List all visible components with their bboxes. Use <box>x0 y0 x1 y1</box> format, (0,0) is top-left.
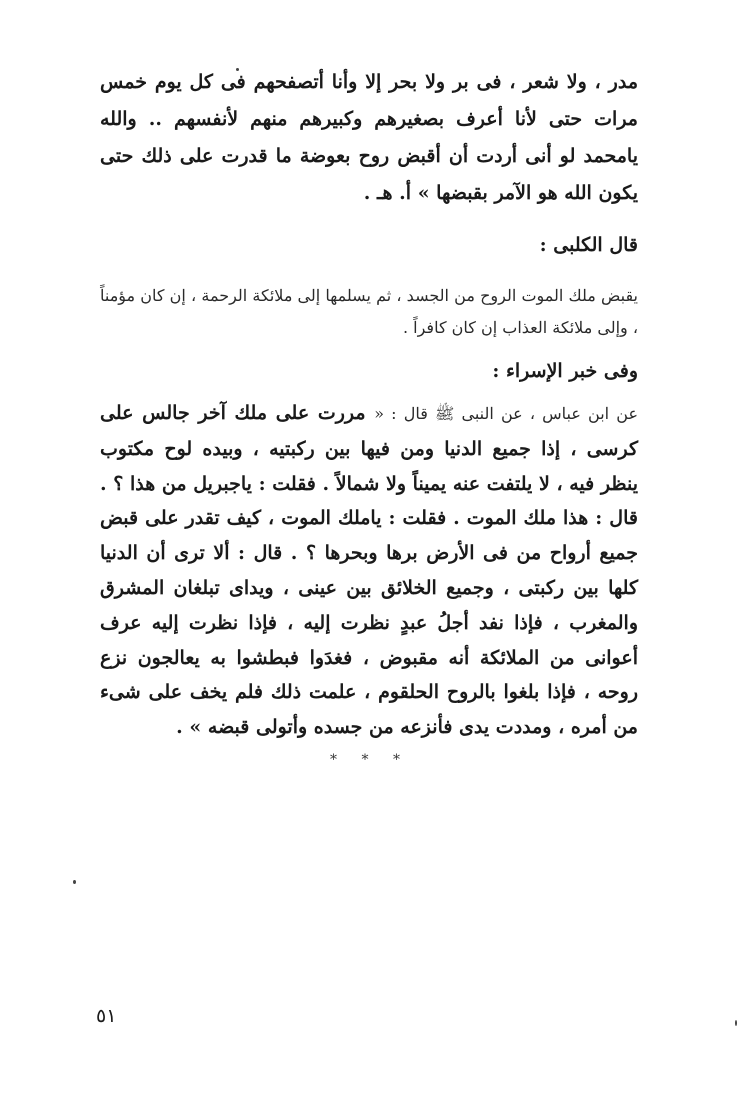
heading-isra: وفى خبر الإسراء : <box>492 360 638 382</box>
heading-kalbi: قال الكلبى : <box>539 234 638 256</box>
section-separator: * * * <box>330 752 410 768</box>
ink-speck <box>735 1020 737 1026</box>
paragraph-kalbi: يقبض ملك الموت الروح من الجسد ، ثم يسلمها إلى ملائكة الرحمة ، إن كان مؤمناً ، وإلى ملائكة العذاب إن كان كافراً . <box>100 286 638 337</box>
ink-speck <box>73 880 76 884</box>
paragraph-isra <box>100 396 638 745</box>
page-number: ٥١ <box>96 1005 117 1027</box>
hadith-text: مررت على ملك آخر جالس على كرسى ، إذا جميع الدنيا ومن فيها بين ركبتيه ، وبيده لوح مكتوب ينظر فيه ، لا يلتفت عنه يميناً ولا شمالاً . فقلت : ياجبريل من هذا ؟ . قال : هذا ملك الموت . فقلت : ياملك الموت ، كيف تقدر على قبض جميع أرواح من فى الأرض برها وبحرها ؟ . قال : ألا ترى أن الدنيا كلها بين ركبتى ، وجميع الخلائق بين عينى ، ويداى تبلغان المشرق والمغرب ، فإذا نفد أجلُ عبدٍ نظرت إليه ، فإذا نظرت إليه عرف أعوانى من الملائكة أنه مقبوض ، فغدَوا فبطشوا به يعالجون نزع روحه ، فإذا بلغوا بالروح الحلقوم ، علمت ذلك فلم يخف على شىء من أمره ، ومددت يدى فأنزعه من جسده وأتولى قبضه » . <box>100 402 638 739</box>
paragraph-intro: مدر ، ولا شعر ، فى بر ولا بحر إلا وأنا أتصفحهم فى كل يوم خمس مرات حتى لأنا أعرف بصغيرهم وكبيرهم منهم لأنفسهم .. والله يامحمد لو أنى أردت أن أقبض روح بعوضة ما قدرت على ذلك حتى يكون الله هو الآمر بقبضها » أ. هـ . <box>100 71 638 204</box>
hadith-chain: عن ابن عباس ، عن النبى ﷺ قال : « <box>374 404 639 423</box>
